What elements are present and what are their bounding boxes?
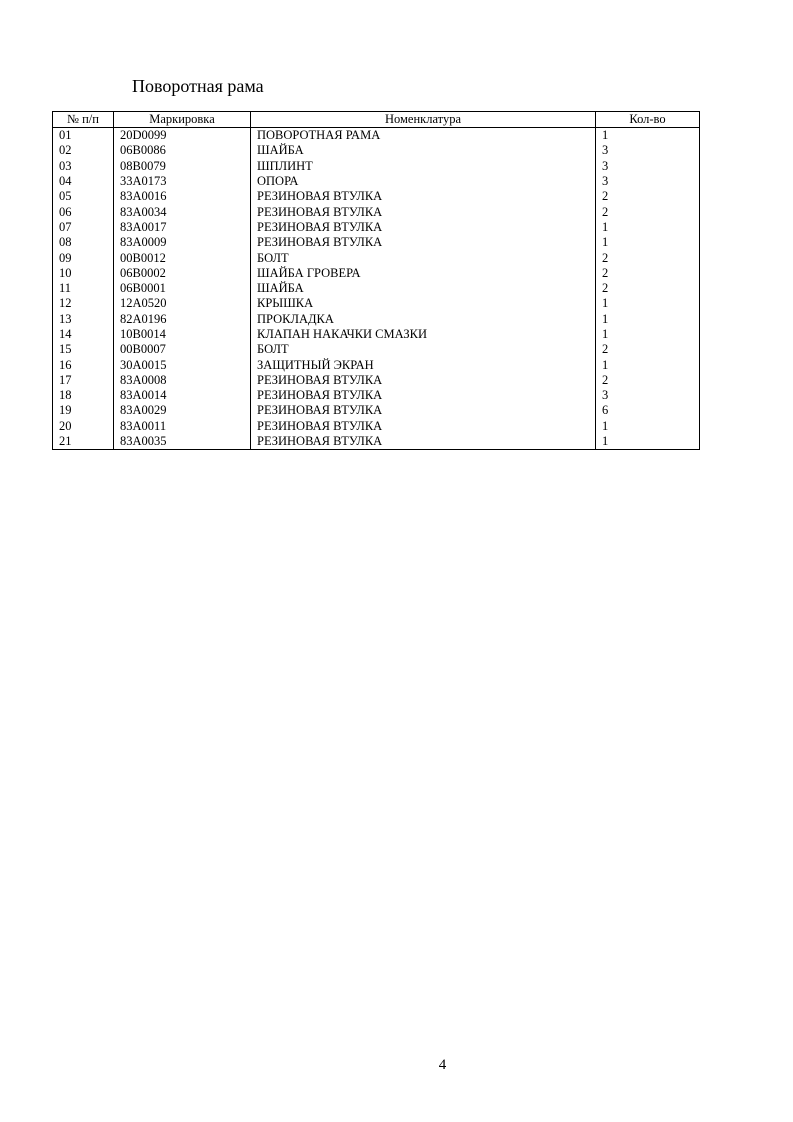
table-row [53, 204, 700, 219]
cell-num: 02 [53, 143, 114, 158]
cell-qty: 2 [596, 281, 700, 296]
cell-nomenclature: ШПЛИНТ [251, 159, 596, 174]
table-row [53, 189, 700, 204]
table-row [53, 266, 700, 281]
cell-marking: 00B0007 [114, 342, 251, 357]
cell-qty: 1 [596, 327, 700, 342]
cell-marking: 83A0034 [114, 204, 251, 219]
cell-nomenclature: ШАЙБА ГРОВЕРА [251, 266, 596, 281]
cell-nomenclature: РЕЗИНОВАЯ ВТУЛКА [251, 204, 596, 219]
cell-num: 11 [53, 281, 114, 296]
cell-marking: 83A0008 [114, 373, 251, 388]
cell-marking: 06B0001 [114, 281, 251, 296]
table-body [53, 128, 700, 450]
table-row [53, 174, 700, 189]
table-row [53, 128, 700, 144]
cell-nomenclature: РЕЗИНОВАЯ ВТУЛКА [251, 434, 596, 450]
cell-num: 07 [53, 220, 114, 235]
table-row [53, 434, 700, 450]
cell-qty: 3 [596, 388, 700, 403]
page-number: 4 [438, 1057, 447, 1073]
cell-marking: 30A0015 [114, 357, 251, 372]
cell-nomenclature: РЕЗИНОВАЯ ВТУЛКА [251, 388, 596, 403]
cell-num: 06 [53, 204, 114, 219]
cell-num: 12 [53, 296, 114, 311]
page-title: Поворотная рама [132, 76, 264, 96]
cell-qty: 1 [596, 235, 700, 250]
table-row [53, 388, 700, 403]
cell-qty: 1 [596, 220, 700, 235]
cell-qty: 1 [596, 357, 700, 372]
cell-marking: 82A0196 [114, 312, 251, 327]
cell-nomenclature: ПРОКЛАДКА [251, 312, 596, 327]
cell-marking: 20D0099 [114, 128, 251, 144]
cell-qty: 3 [596, 143, 700, 158]
cell-nomenclature: РЕЗИНОВАЯ ВТУЛКА [251, 373, 596, 388]
cell-num: 04 [53, 174, 114, 189]
cell-num: 09 [53, 250, 114, 265]
cell-marking: 10B0014 [114, 327, 251, 342]
cell-marking: 83A0035 [114, 434, 251, 450]
cell-qty: 1 [596, 312, 700, 327]
cell-num: 18 [53, 388, 114, 403]
cell-num: 15 [53, 342, 114, 357]
header-row [53, 112, 700, 128]
table-row [53, 235, 700, 250]
cell-nomenclature: РЕЗИНОВАЯ ВТУЛКА [251, 419, 596, 434]
cell-nomenclature: РЕЗИНОВАЯ ВТУЛКА [251, 220, 596, 235]
cell-nomenclature: ПОВОРОТНАЯ РАМА [251, 128, 596, 144]
cell-marking: 83A0029 [114, 403, 251, 418]
table-row [53, 373, 700, 388]
header-marking: Маркировка [114, 112, 251, 128]
table-row [53, 403, 700, 418]
cell-nomenclature: РЕЗИНОВАЯ ВТУЛКА [251, 235, 596, 250]
cell-nomenclature: КЛАПАН НАКАЧКИ СМАЗКИ [251, 327, 596, 342]
table-row [53, 312, 700, 327]
cell-qty: 2 [596, 342, 700, 357]
cell-marking: 83A0014 [114, 388, 251, 403]
cell-num: 08 [53, 235, 114, 250]
table-row [53, 342, 700, 357]
cell-marking: 83A0016 [114, 189, 251, 204]
cell-marking: 06B0086 [114, 143, 251, 158]
cell-qty: 2 [596, 189, 700, 204]
cell-num: 19 [53, 403, 114, 418]
cell-num: 01 [53, 128, 114, 144]
cell-num: 20 [53, 419, 114, 434]
table-row [53, 281, 700, 296]
table-row [53, 419, 700, 434]
cell-marking: 33A0173 [114, 174, 251, 189]
table-row [53, 159, 700, 174]
cell-qty: 1 [596, 419, 700, 434]
cell-num: 10 [53, 266, 114, 281]
table-row [53, 357, 700, 372]
parts-table [52, 111, 700, 450]
cell-nomenclature: ЗАЩИТНЫЙ ЭКРАН [251, 357, 596, 372]
cell-qty: 1 [596, 128, 700, 144]
cell-marking: 06B0002 [114, 266, 251, 281]
cell-nomenclature: ШАЙБА [251, 281, 596, 296]
cell-qty: 2 [596, 204, 700, 219]
cell-nomenclature: КРЫШКА [251, 296, 596, 311]
cell-num: 14 [53, 327, 114, 342]
cell-nomenclature: БОЛТ [251, 250, 596, 265]
table-row [53, 250, 700, 265]
table-header [53, 112, 700, 128]
cell-marking: 83A0017 [114, 220, 251, 235]
cell-marking: 12A0520 [114, 296, 251, 311]
cell-marking: 83A0009 [114, 235, 251, 250]
cell-marking: 83A0011 [114, 419, 251, 434]
cell-marking: 08B0079 [114, 159, 251, 174]
cell-num: 05 [53, 189, 114, 204]
cell-qty: 2 [596, 266, 700, 281]
cell-qty: 6 [596, 403, 700, 418]
cell-nomenclature: РЕЗИНОВАЯ ВТУЛКА [251, 403, 596, 418]
header-qty: Кол-во [596, 112, 700, 128]
cell-num: 17 [53, 373, 114, 388]
cell-qty: 2 [596, 373, 700, 388]
cell-nomenclature: РЕЗИНОВАЯ ВТУЛКА [251, 189, 596, 204]
table-row [53, 220, 700, 235]
header-nomenclature: Номенклатура [251, 112, 596, 128]
header-num: № п/п [53, 112, 114, 128]
cell-num: 21 [53, 434, 114, 450]
cell-num: 13 [53, 312, 114, 327]
cell-qty: 2 [596, 250, 700, 265]
table-row [53, 296, 700, 311]
cell-qty: 3 [596, 159, 700, 174]
table-row [53, 143, 700, 158]
cell-num: 03 [53, 159, 114, 174]
cell-nomenclature: ОПОРА [251, 174, 596, 189]
cell-marking: 00B0012 [114, 250, 251, 265]
table-row [53, 327, 700, 342]
cell-qty: 3 [596, 174, 700, 189]
cell-nomenclature: ШАЙБА [251, 143, 596, 158]
cell-nomenclature: БОЛТ [251, 342, 596, 357]
cell-num: 16 [53, 357, 114, 372]
cell-qty: 1 [596, 434, 700, 450]
cell-qty: 1 [596, 296, 700, 311]
